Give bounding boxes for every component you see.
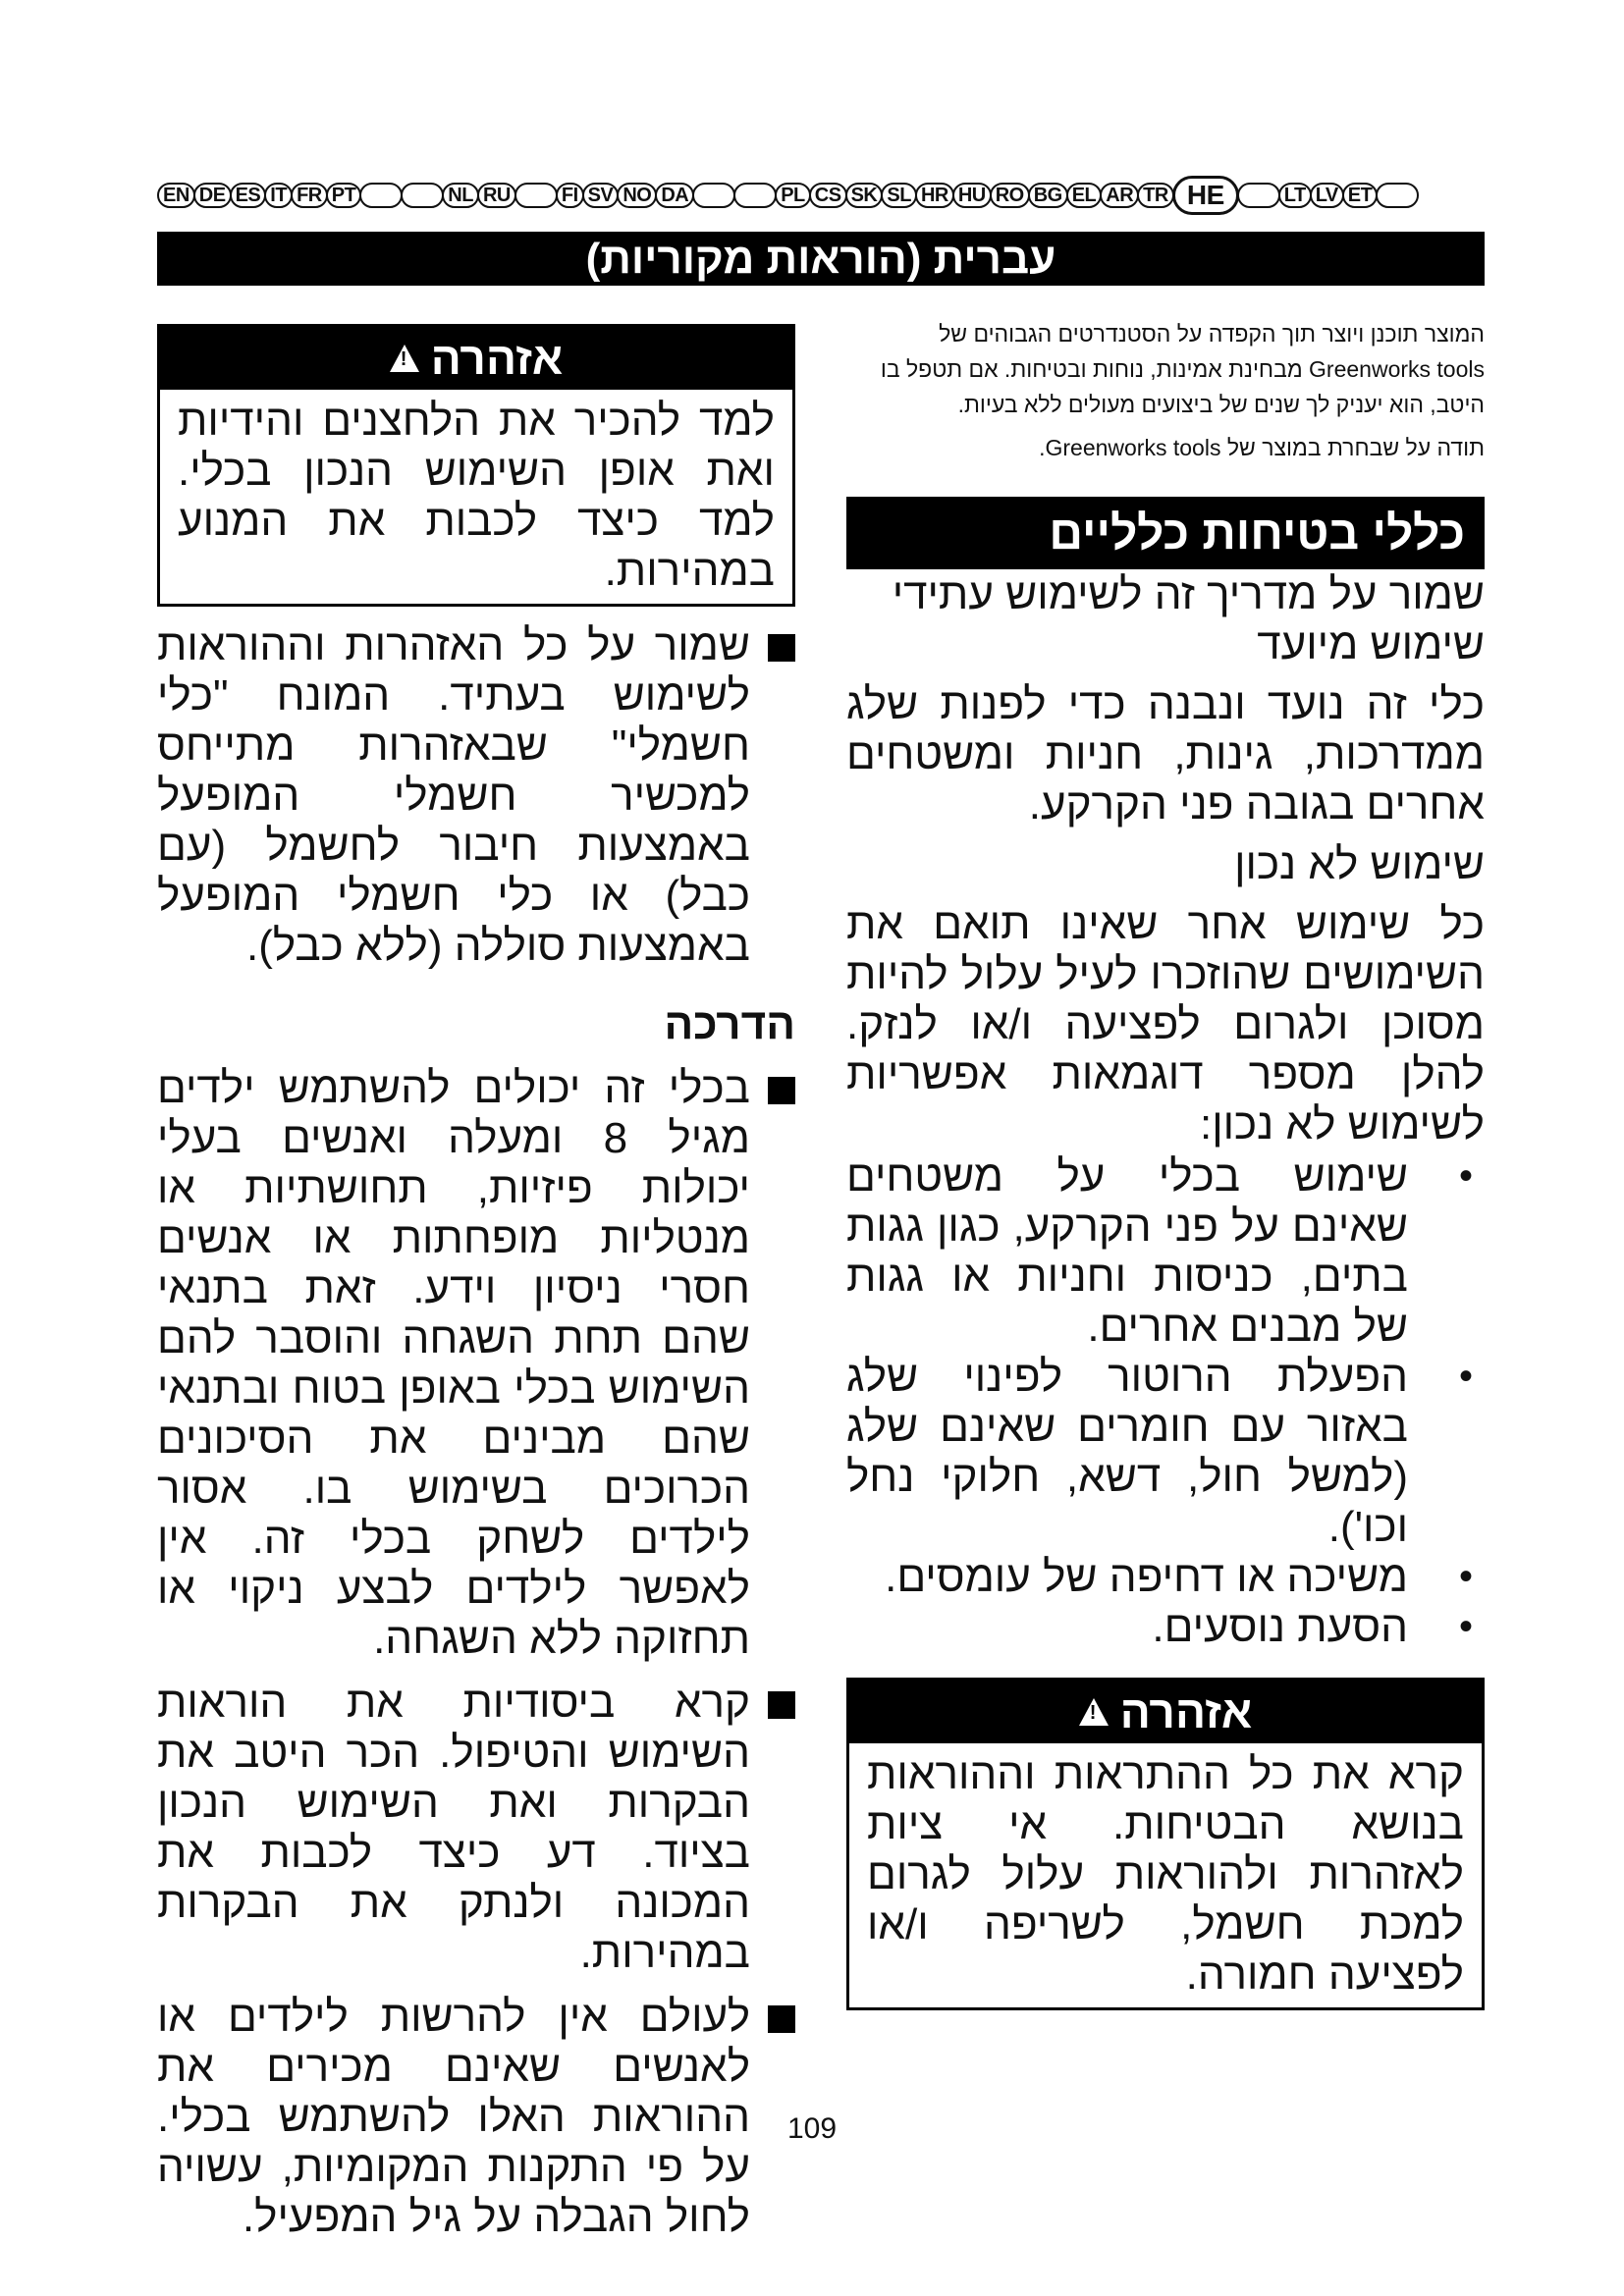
square-bullet-icon bbox=[768, 634, 795, 662]
language-tab-et: ET bbox=[1342, 183, 1379, 208]
language-tab-fi: FI bbox=[556, 183, 584, 208]
language-tab-no: NO bbox=[617, 183, 657, 208]
left-column bbox=[157, 324, 795, 2242]
language-tab-de: DE bbox=[193, 183, 232, 208]
language-tab-lv: LV bbox=[1310, 183, 1344, 208]
language-strip bbox=[157, 179, 1485, 212]
language-tab-blank bbox=[733, 183, 777, 208]
language-tab-ro: RO bbox=[990, 183, 1030, 208]
list-item bbox=[157, 1063, 795, 1664]
language-tab-blank bbox=[692, 183, 735, 208]
warning-text: למד להכיר את הלחצנים והידיות ואת אופן השימוש הנכון בכלי. למד כיצד לכבות את המנוע במהירות. bbox=[178, 397, 775, 595]
language-tab-blank bbox=[1376, 183, 1419, 208]
language-tab-es: ES bbox=[230, 183, 267, 208]
right-column bbox=[846, 316, 1485, 2010]
warning-header bbox=[160, 327, 792, 390]
square-bullet-icon bbox=[768, 1077, 795, 1104]
intro bbox=[846, 316, 1485, 465]
warning-label: אזהרה bbox=[430, 333, 564, 384]
intro-thanks: תודה על שבחרת במוצר של Greenworks tools. bbox=[1039, 435, 1485, 460]
misuse-list bbox=[846, 1151, 1485, 1652]
warning-box bbox=[157, 324, 795, 607]
list-item: • הפעלת הרוטור לפינוי שלג באזור עם חומרים שאינם שלג (למשל חול, דשא, חלוקי נחל וכו'). bbox=[846, 1352, 1408, 1552]
list-item: • משיכה או דחיפה של עומסים. bbox=[846, 1552, 1408, 1602]
list-item bbox=[157, 620, 795, 971]
general-safety-heading: כללי בטיחות כלליים bbox=[846, 497, 1485, 569]
list-item-text: שמור על כל האזהרות וההוראות לשימוש בעתיד. המונח "כלי חשמלי" שבאזהרות מתייחס למכשיר חשמלי המופעל באמצעות חיבור לחשמל (עם כבל) או כלי חשמלי המופעל באמצעות סוללה (ללא כבל). bbox=[157, 621, 750, 970]
language-tab-sl: SL bbox=[881, 183, 917, 208]
warning-triangle-icon bbox=[1079, 1698, 1109, 1726]
language-tab-lt: LT bbox=[1278, 183, 1312, 208]
misuse-title: שימוש לא נכון bbox=[1234, 840, 1485, 888]
list-item: • שימוש בכלי על משטחים שאינם על פני הקרקע, כגון גגות בתים, כניסות וחניות או גגות של מבנים אחרים. bbox=[846, 1151, 1408, 1352]
list-item: • הסעת נוסעים. bbox=[846, 1602, 1408, 1652]
language-tab-bg: BG bbox=[1028, 183, 1068, 208]
list-item-text: קרא ביסודיות את הוראות השימוש והטיפול. הכר היטב את הבקרות ואת השימוש הנכון בציוד. דע כיצד לכבות את המכונה ולנתק את הבקרות במהירות. bbox=[157, 1679, 750, 1977]
warning-header bbox=[849, 1681, 1482, 1743]
square-bullet-icon bbox=[768, 1691, 795, 1719]
intended-use-title: שימוש מיועד bbox=[1257, 620, 1485, 668]
warning-text: קרא את כל ההתראות וההוראות בנושא הבטיחות. אי ציות לאזהרות ולהוראות עלול לגרום למכת חשמל, לשריפה ו/או לפציעה חמורה. bbox=[867, 1750, 1464, 1999]
training-heading: הדרכה bbox=[664, 1000, 795, 1048]
language-tab-sk: SK bbox=[845, 183, 884, 208]
warning-box bbox=[846, 1678, 1485, 2010]
language-tab-blank bbox=[1237, 183, 1280, 208]
warning-label: אזהרה bbox=[1119, 1686, 1253, 1737]
intro-paragraph: המוצר תוכנן ויוצר תוך הקפדה על הסטנדרטים הגבוהים של Greenworks tools מבחינת אמינות, נוחות ובטיחות. אם תטפל בו היטב, הוא יעניק לך שנים של ביצועים מעולים ללא בעיות. bbox=[880, 321, 1485, 417]
warning-triangle-icon bbox=[390, 345, 419, 372]
page-number: 109 bbox=[786, 2112, 838, 2145]
list-item-text: לעולם אין להרשות לילדים או לאנשים שאינם מכירים את ההוראות האלו להשתמש בכלי. על פי התקנות המקומיות, עשויה לחול הגבלה על גיל המפעיל. bbox=[157, 1993, 750, 2241]
language-tab-it: IT bbox=[264, 183, 293, 208]
language-tab-hr: HR bbox=[915, 183, 954, 208]
language-tab-fr: FR bbox=[291, 183, 328, 208]
language-tab-blank bbox=[359, 183, 403, 208]
general-safety-body bbox=[846, 569, 1485, 1149]
list-item bbox=[157, 1678, 795, 1978]
page-title: עברית (הוראות מקוריות) bbox=[157, 232, 1485, 286]
language-tab-sv: SV bbox=[582, 183, 620, 208]
language-tab-blank bbox=[401, 183, 444, 208]
language-tab-el: EL bbox=[1066, 183, 1103, 208]
misuse-text: כל שימוש אחר שאינו תואם את השימושים שהוזכרו לעיל עלול להיות מסוכן ולגרום לפציעה ו/או לנזק. להלן מספר דוגמאות אפשריות לשימוש לא נכון: bbox=[846, 900, 1485, 1148]
language-tab-hu: HU bbox=[952, 183, 992, 208]
language-tab-blank bbox=[514, 183, 558, 208]
language-tab-pt: PT bbox=[326, 183, 362, 208]
keep-manual-text: שמור על מדריך זה לשימוש עתידי bbox=[892, 570, 1485, 618]
list-item-text: בכלי זה יכולים להשתמש ילדים מגיל 8 ומעלה ואנשים בעלי יכולות פיזיות, תחושתיות או מנטליות מופחתות או אנשים חסרי ניסיון וידע. זאת בתנאי שהם תחת השגחה והוסבר להם השימוש בכלי באופן בטוח ובתנאי שהם מבינים את הסיכונים הכרוכים בשימוש בו. אסור לילדים לשחק בכלי זה. אין לאפשר לילדים לבצע ניקוי או תחזוקה ללא השגחה. bbox=[157, 1064, 750, 1663]
language-tab-he: HE bbox=[1172, 176, 1239, 215]
language-tab-pl: PL bbox=[775, 183, 811, 208]
language-tab-da: DA bbox=[655, 183, 694, 208]
language-tab-nl: NL bbox=[442, 183, 479, 208]
language-tab-tr: TR bbox=[1137, 183, 1174, 208]
language-tab-ar: AR bbox=[1100, 183, 1139, 208]
square-bullet-icon bbox=[768, 2005, 795, 2033]
language-tab-cs: CS bbox=[809, 183, 847, 208]
intended-use-text: כלי זה נועד ונבנה כדי לפנות שלג ממדרכות, גינות, חניות ומשטחים אחרים בגובה פני הקרקע. bbox=[846, 680, 1485, 828]
language-tab-ru: RU bbox=[477, 183, 516, 208]
language-tab-en: EN bbox=[157, 183, 195, 208]
